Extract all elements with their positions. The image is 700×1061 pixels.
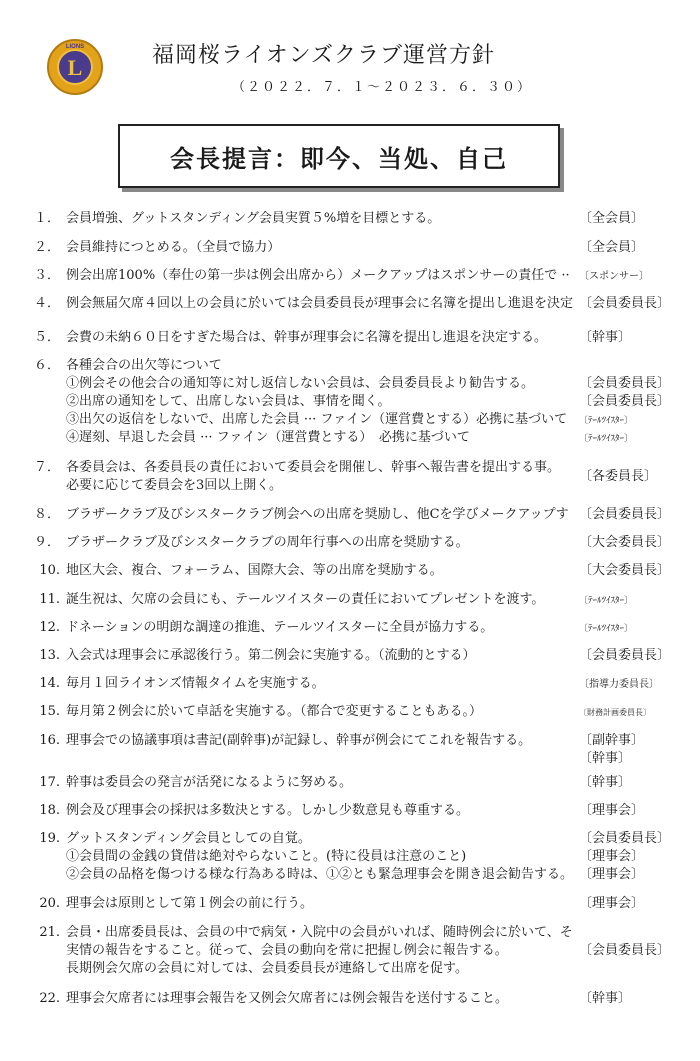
rule-text: 入会式は理事会に承認後行う。第二例会に実施する。（流動的とする） <box>66 648 476 663</box>
rule-responsible: 〔理事会〕 <box>579 867 645 882</box>
rule-subitem: ③出欠の返信をしないで、出席した会員 ··· ファイン（運営費とする）必携に基づいて <box>66 412 568 427</box>
rule-text: 例会出席100%（奉仕の第一歩は例会出席から）メークアップはスポンサーの責任で ·· <box>66 268 570 283</box>
rule-responsible: 〔会員委員長〕 <box>579 648 671 663</box>
rule-subitem: ②会員の品格を傷つける様な行為ある時は、①②とも緊急理事会を開き退会勧告する。 <box>66 867 574 882</box>
rule-number: ４． <box>33 296 60 311</box>
rule-responsible: 〔財務計画委員長〕 <box>579 708 651 717</box>
rule-responsible: 〔理事会〕 <box>579 849 645 864</box>
rule-responsible: 〔会員委員長〕 <box>579 831 671 846</box>
rule-1 <box>32 210 657 228</box>
rule-number: ９． <box>33 535 60 550</box>
rule-text: 会費の未納６０日をすぎた場合は、幹事が理事会に名簿を提出し進退を決定する。 <box>66 330 548 345</box>
rule-number: 16. <box>39 733 60 748</box>
rule-5 <box>32 329 657 347</box>
rule-2 <box>32 239 657 257</box>
rule-number: ３． <box>33 268 60 283</box>
rule-14 <box>32 675 657 693</box>
rule-6 <box>32 357 671 447</box>
rule-responsible: 〔副幹事〕 <box>579 733 645 748</box>
rule-text: 例会無届欠席４回以上の会員に於いては会員委員長が理事会に名簿を提出し進退を決定 <box>66 296 574 311</box>
rule-text: 地区大会、複合、フォーラム、国際大会、等の出席を奨励する。 <box>66 563 443 578</box>
rule-text: グットスタンディング会員としての自覚。 <box>66 831 311 846</box>
motto-box <box>118 124 560 188</box>
rule-text: 必要に応じて委員会を3回以上開く。 <box>66 478 283 493</box>
rule-16 <box>32 732 657 768</box>
rule-text: 理事会での協議事項は書記(副幹事)が記録し、幹事が例会にてこれを報告する。 <box>66 733 532 748</box>
rule-10 <box>32 562 671 580</box>
rule-responsible: 〔会員委員長〕 <box>579 507 671 522</box>
fiscal-period: （２０２２．７．１～２０２３．６．３０） <box>232 80 533 95</box>
rule-4 <box>32 295 671 313</box>
rule-text: 誕生祝は、欠席の会員にも、テールツイスターの責任においてプレゼントを渡す。 <box>66 592 545 607</box>
rule-number: ５． <box>33 330 60 345</box>
rule-responsible: 〔会員委員長〕 <box>579 376 671 391</box>
rule-number: 12. <box>39 620 60 635</box>
rule-number: ２． <box>33 240 60 255</box>
rule-responsible: 〔各委員長〕 <box>579 469 658 484</box>
rule-responsible: 〔大会委員長〕 <box>579 563 671 578</box>
rule-text: 理事会欠席者には理事会報告を又例会欠席者には例会報告を送付すること。 <box>66 991 509 1006</box>
rule-responsible: 〔大会委員長〕 <box>579 535 671 550</box>
page-title: 福岡桜ライオンズクラブ運営方針 <box>152 43 496 68</box>
rule-subitem: ①会員間の金銭の貸借は絶対やらないこと。(特に役員は注意のこと) <box>66 849 467 864</box>
rule-12 <box>32 619 657 637</box>
rule-number: 14. <box>39 676 60 691</box>
rule-text: ブラザークラブ及びシスタークラブの周年行事への出席を奨励する。 <box>66 535 469 550</box>
rule-subitem: ②出席の通知をして、出席しない会員は、事情を聞く。 <box>66 394 391 409</box>
rule-responsible: 〔幹事〕 <box>579 751 632 766</box>
rule-number: 19. <box>39 831 60 846</box>
rule-15 <box>32 703 657 721</box>
rule-text: 実情の報告をすること。従って、会員の動向を常に把握し例会に報告する。 <box>66 943 508 958</box>
rule-18 <box>32 802 657 820</box>
rule-21 <box>32 924 671 978</box>
rule-text: ドネーションの明朗な調達の推進、テールツイスターに全員が協力する。 <box>66 620 494 635</box>
rule-20 <box>32 895 657 913</box>
rule-responsible: 〔理事会〕 <box>579 896 645 911</box>
rule-7 <box>32 459 657 495</box>
lions-logo <box>46 38 104 96</box>
rule-text: 幹事は委員会の発言が活発になるように努める。 <box>66 775 353 790</box>
rule-responsible: 〔会員委員長〕 <box>579 394 671 409</box>
rule-subitem: ①例会その他会合の通知等に対し返信しない会員は、会員委員長より勧告する。 <box>66 376 535 391</box>
rule-3 <box>32 267 657 285</box>
rule-number: 18. <box>39 803 60 818</box>
rule-text: 理事会は原則として第１例会の前に行う。 <box>66 896 314 911</box>
rule-responsible: 〔ﾃｰﾙﾂｲｽﾀｰ〕 <box>579 416 634 426</box>
rule-responsible: 〔全会員〕 <box>579 211 645 226</box>
rule-text: 例会及び理事会の採択は多数決とする。しかし少数意見も尊重する。 <box>66 803 470 818</box>
rule-text: 毎月１回ライオンズ情報タイムを実施する。 <box>66 676 325 691</box>
rule-responsible: 〔スポンサー〕 <box>579 271 649 282</box>
rule-responsible: 〔会員委員長〕 <box>579 943 671 958</box>
rule-number: １． <box>33 211 60 226</box>
rule-number: 15. <box>39 704 60 719</box>
rule-responsible: 〔幹事〕 <box>579 775 632 790</box>
rule-number: ６． <box>33 358 60 373</box>
rule-13 <box>32 647 671 665</box>
rule-11 <box>32 591 657 609</box>
rule-text: 長期例会欠席の会員に対しては、会員委員長が連絡して出席を促す。 <box>66 961 468 976</box>
rule-9 <box>32 534 671 552</box>
rule-text: 各種会合の出欠等について <box>66 358 222 373</box>
logo-letter: L <box>67 55 83 80</box>
rule-text: 毎月第２例会に於いて卓話を実施する。（都合で変更することもある。） <box>66 704 483 719</box>
rule-22 <box>32 990 657 1008</box>
rule-number: ８． <box>33 507 60 522</box>
rule-responsible: 〔ﾃｰﾙﾂｲｽﾀｰ〕 <box>579 434 634 444</box>
rule-responsible: 〔会員委員長〕 <box>579 296 671 311</box>
logo-text: LIONS <box>65 44 85 50</box>
rule-responsible: 〔ﾃｰﾙﾂｲｽﾀｰ〕 <box>579 596 634 606</box>
rule-text: ブラザークラブ及びシスタークラブ例会への出席を奨励し、他Cを学びメークアップす <box>66 507 569 522</box>
rule-8 <box>32 506 671 524</box>
rule-text: 各委員会は、各委員長の責任において委員会を開催し、幹事へ報告書を提出する事。 <box>66 460 561 475</box>
rule-text: 会員・出席委員長は、会員の中で病気・入院中の会員がいれば、随時例会に於いて、そ <box>66 925 573 940</box>
rule-responsible: 〔指導力委員長〕 <box>579 679 659 690</box>
rule-number: 22. <box>39 991 60 1006</box>
rule-responsible: 〔理事会〕 <box>579 803 645 818</box>
rule-number: 21. <box>39 925 60 940</box>
rule-responsible: 〔全会員〕 <box>579 240 645 255</box>
rule-number: 17. <box>39 775 60 790</box>
rule-text: 会員維持につとめる。（全員で協力） <box>66 240 281 255</box>
rule-number: 20. <box>39 896 60 911</box>
rule-responsible: 〔ﾃｰﾙﾂｲｽﾀｰ〕 <box>579 624 634 634</box>
rule-number: 11. <box>39 592 60 607</box>
rule-text: 会員増強、グットスタンディング会員実質５%増を目標とする。 <box>66 211 441 226</box>
rule-number: 13. <box>39 648 60 663</box>
rule-responsible: 〔幹事〕 <box>579 991 632 1006</box>
rule-subitem: ④遅刻、早退した会員 ··· ファイン（運営費とする） 必携に基づいて <box>66 430 470 445</box>
president-motto: 会長提言：即今、当処、自己 <box>170 144 508 173</box>
rule-19 <box>32 830 671 884</box>
rule-responsible: 〔幹事〕 <box>579 330 632 345</box>
rule-number: 10. <box>39 563 60 578</box>
rule-number: ７． <box>33 460 60 475</box>
rule-17 <box>32 774 657 792</box>
